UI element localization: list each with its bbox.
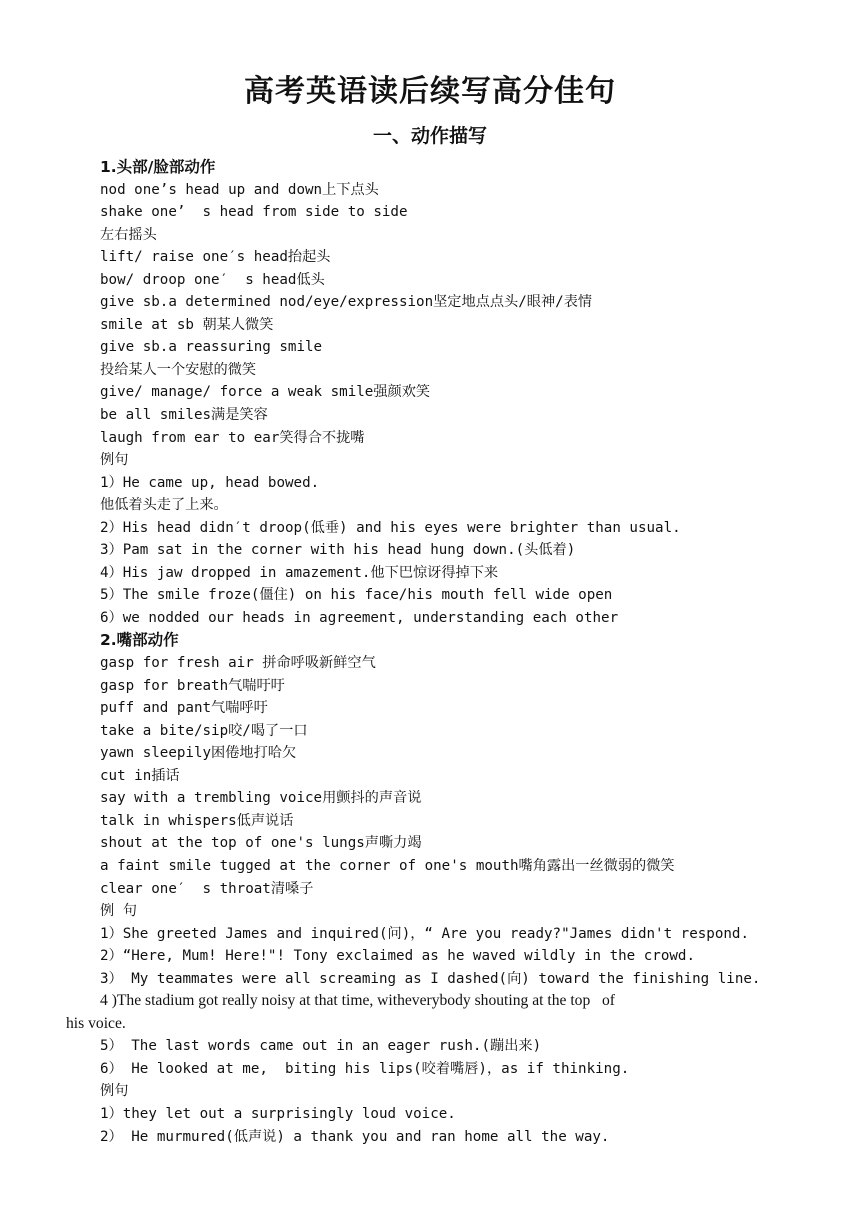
text-line: 3） My teammates were all screaming as I dashed(向) toward the finishing line. [100, 970, 761, 987]
text-line: 1）He came up, head bowed. [100, 474, 320, 491]
text-line: 5） The last words came out in an eager rush.(蹦出来) [100, 1038, 542, 1055]
text-line: give sb.a reassuring smile [100, 339, 323, 356]
text-line: be all smiles满是笑容 [100, 407, 268, 424]
text-line: clear one′ s throat清嗓子 [100, 880, 314, 897]
text-line: 例句 [100, 452, 129, 469]
text-line: 投给某人一个安慰的微笑 [100, 361, 257, 378]
text-line: lift/ raise one′s head抬起头 [100, 249, 331, 266]
text-line: nod one’s head up and down上下点头 [100, 181, 379, 198]
document-body [0, 156, 860, 1148]
text-line: a faint smile tugged at the corner of one's mouth嘴角露出一丝微弱的微笑 [100, 857, 675, 874]
section-heading: 一、动作描写 [372, 125, 487, 147]
text-line: 1）they let out a surprisingly loud voice. [100, 1105, 456, 1122]
text-line: 例句 [100, 1083, 129, 1100]
text-line: 2）His head didn′t droop(低垂) and his eyes were brighter than usual. [100, 519, 681, 536]
text-line: puff and pant气喘呼吁 [100, 700, 268, 717]
text-line: laugh from ear to ear笑得合不拢嘴 [100, 429, 365, 446]
text-line: cut in插话 [100, 767, 180, 784]
text-line: 1）She greeted James and inquired(问)，“ Are you ready?"James didn't respond. [100, 925, 750, 942]
text-line: 2）“Here, Mum! Here!"! Tony exclaimed as he waved wildly in the crowd. [100, 948, 696, 965]
subsection-heading: 1.头部/脸部动作 [100, 158, 216, 176]
text-line: yawn sleepily困倦地打哈欠 [100, 745, 297, 762]
text-line: 4 )The stadium got really noisy at that time, witheverybody shouting at the top of [100, 992, 615, 1010]
text-line: shout at the top of one's lungs声嘶力竭 [100, 835, 422, 852]
text-line: say with a trembling voice用颤抖的声音说 [100, 790, 422, 807]
text-line: give/ manage/ force a weak smile强颜欢笑 [100, 384, 431, 401]
text-line: 5）The smile froze(僵住) on his face/his mouth fell wide open [100, 587, 613, 604]
page-title: 高考英语读后续写高分佳句 [244, 74, 616, 109]
text-line: 2） He murmured(低声说) a thank you and ran home all the way. [100, 1128, 610, 1145]
text-line: shake one’ s head from side to side [100, 204, 408, 221]
text-line: 4）His jaw dropped in amazement.他下巴惊讶得掉下来 [100, 564, 499, 581]
text-line: give sb.a determined nod/eye/expression坚定地点点头/眼神/表情 [100, 294, 593, 311]
text-line: 左右摇头 [100, 226, 157, 243]
text-line: his voice. [66, 1014, 126, 1032]
text-line: take a bite/sip咬/喝了一口 [100, 722, 308, 739]
text-line: gasp for breath气喘吁吁 [100, 677, 285, 694]
text-line: bow/ droop one′ s head低头 [100, 271, 325, 288]
text-line: gasp for fresh air 拼命呼吸新鲜空气 [100, 655, 376, 672]
text-line: 6） He looked at me, biting his lips(咬着嘴唇)，as if thinking. [100, 1060, 630, 1077]
text-line: 3）Pam sat in the corner with his head hung down.(头低着) [100, 542, 576, 559]
text-line: 6）we nodded our heads in agreement, understanding each other [100, 609, 619, 626]
text-line: smile at sb 朝某人微笑 [100, 316, 274, 333]
text-line: 例 句 [100, 903, 137, 920]
text-line: 他低着头走了上来。 [100, 497, 228, 514]
text-line: talk in whispers低声说话 [100, 812, 294, 829]
subsection-heading: 2.嘴部动作 [100, 631, 179, 650]
